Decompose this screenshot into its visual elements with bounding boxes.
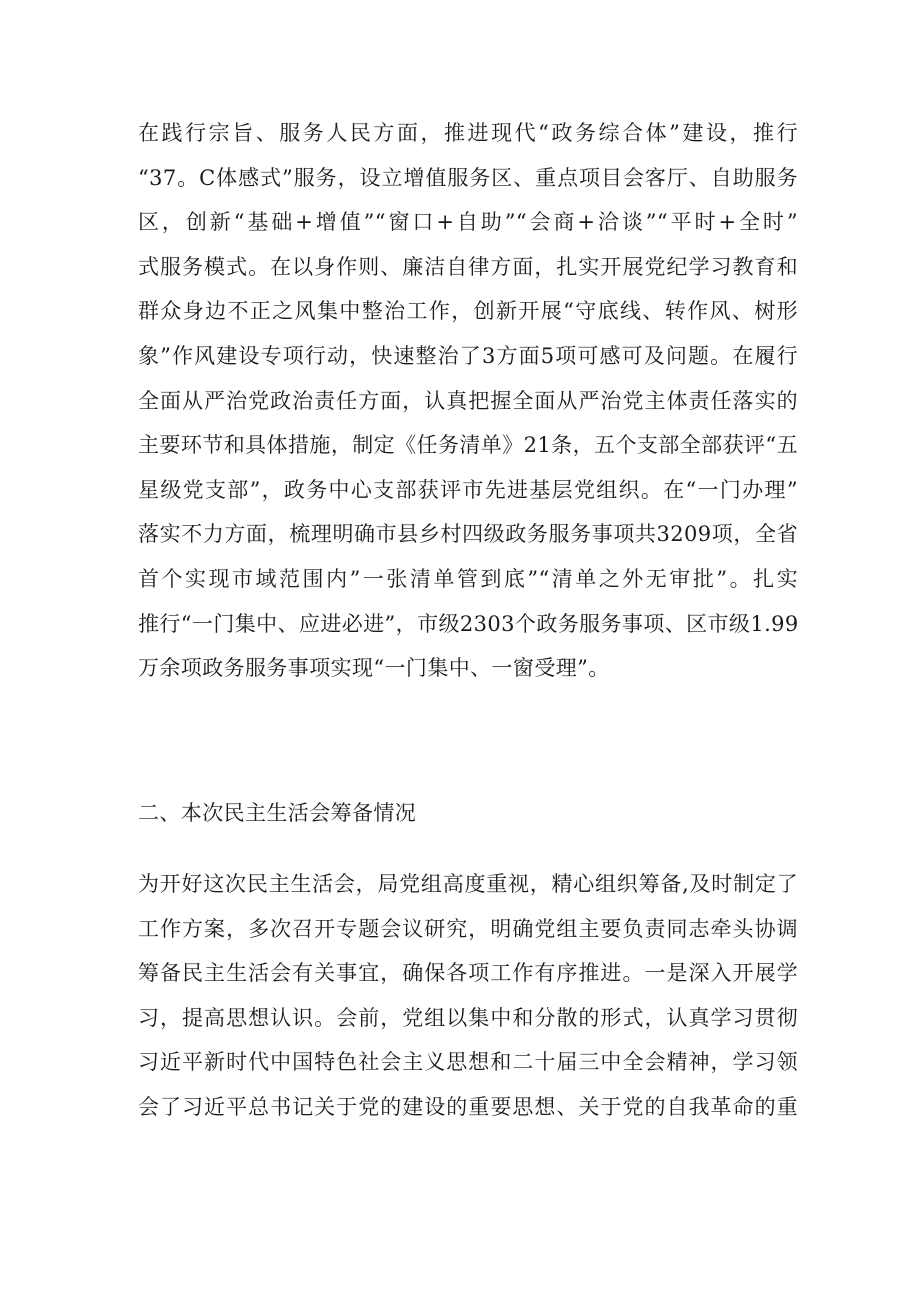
text-line: 落实不力方面，梳理明确市县乡村四级政务服务事项共3209项，全省: [138, 522, 798, 547]
text-line: 群众身边不正之风集中整治工作，创新开展“守底线、转作风、树形: [138, 299, 798, 324]
text-line: “37。C体感式”服务，设立增值服务区、重点项目会客厅、自助服务: [138, 165, 798, 190]
text-line: 区，创新“基础+增值”“窗口+自助”“会商+洽谈”“平时+全时”: [138, 210, 798, 235]
text-line: 习近平新时代中国特色社会主义思想和二十届三中全会精神，学习领: [138, 1050, 798, 1075]
text-line: 筹备民主生活会有关事宜，确保各项工作有序推进。一是深入开展学: [138, 961, 798, 986]
text-line: 星级党支部”，政务中心支部获评市先进基层党组织。在“一门办理”: [138, 477, 798, 502]
text-line: 习，提高思想认识。会前，党组以集中和分散的形式，认真学习贯彻: [138, 1005, 798, 1030]
text-line: 主要环节和具体措施，制定《任务清单》21条，五个支部全部获评“五: [138, 433, 798, 458]
text-line: 式服务模式。在以身作则、廉洁自律方面，扎实开展党纪学习教育和: [138, 254, 798, 279]
text-line: 工作方案，多次召开专题会议研究，明确党组主要负责同志牵头协调: [138, 916, 798, 941]
text-line: 为开好这次民主生活会，局党组高度重视，精心组织筹备,及时制定了: [138, 872, 798, 896]
section-heading: [138, 791, 798, 836]
paragraph-preparation: [138, 862, 798, 1130]
text-line: 推行“一门集中、应进必进”，市级2303个政务服务事项、区市级1.99: [138, 611, 799, 636]
text-line: 首个实现市域范围内”一张清单管到底”“清单之外无审批”。扎实: [138, 566, 798, 591]
text-line: 全面从严治党政治责任方面，认真把握全面从严治党主体责任落实的: [138, 388, 798, 413]
section-heading-text: 二、本次民主生活会筹备情况: [138, 801, 417, 825]
text-line: 万余项政务服务事项实现“一门集中、一窗受理”。: [138, 656, 610, 681]
paragraph-achievements: [138, 111, 798, 691]
text-line: 在践行宗旨、服务人民方面，推进现代“政务综合体”建设，推行: [138, 121, 798, 145]
text-line: 会了习近平总书记关于党的建设的重要思想、关于党的自我革命的重: [138, 1094, 798, 1119]
text-line: 象”作风建设专项行动，快速整治了3方面5项可感可及问题。在履行: [138, 343, 798, 368]
